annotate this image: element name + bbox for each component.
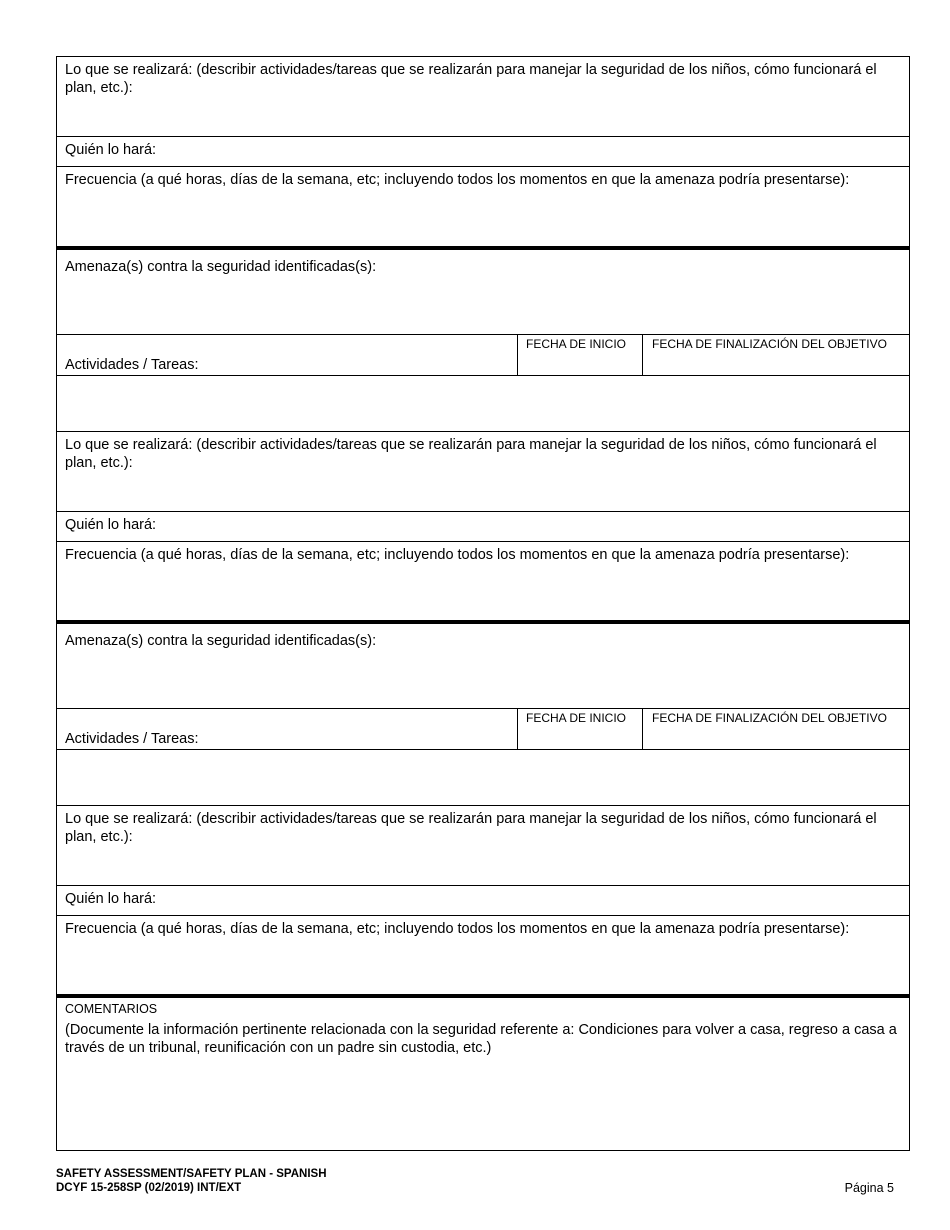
who-will-do-it-field[interactable] bbox=[57, 886, 909, 916]
comments-field[interactable] bbox=[57, 998, 909, 1150]
activities-label: Actividades / Tareas: bbox=[65, 357, 199, 373]
what-will-be-done-label: Lo que se realizará: (describir actividades/tareas que se realizarán para manejar la seguridad de los niños, cómo funcionará el plan, etc.): bbox=[65, 437, 877, 471]
what-will-be-done-label: Lo que se realizará: (describir actividades/tareas que se realizarán para manejar la seguridad de los niños, cómo funcionará el plan, etc.): bbox=[65, 811, 877, 845]
safety-plan-form bbox=[56, 56, 910, 1151]
activities-header bbox=[57, 335, 518, 375]
start-date-header bbox=[518, 709, 643, 749]
what-will-be-done-field[interactable] bbox=[57, 806, 909, 886]
target-end-date-header bbox=[643, 335, 909, 375]
who-will-do-it-label: Quién lo hará: bbox=[65, 142, 157, 158]
what-will-be-done-field[interactable] bbox=[57, 57, 909, 137]
who-will-do-it-field[interactable] bbox=[57, 137, 909, 167]
frequency-field[interactable] bbox=[57, 916, 909, 998]
what-will-be-done-label: Lo que se realizará: (describir actividades/tareas que se realizarán para manejar la seguridad de los niños, cómo funcionará el plan, etc.): bbox=[65, 62, 877, 96]
who-will-do-it-field[interactable] bbox=[57, 512, 909, 542]
activities-entry-field[interactable] bbox=[57, 376, 909, 432]
target-end-date-header bbox=[643, 709, 909, 749]
form-footer bbox=[56, 1167, 327, 1195]
frequency-label: Frecuencia (a qué horas, días de la semana, etc; incluyendo todos los momentos en que la amenaza podría presentarse): bbox=[65, 547, 850, 563]
frequency-field[interactable] bbox=[57, 542, 909, 624]
target-end-date-label: FECHA DE FINALIZACIÓN DEL OBJETIVO bbox=[652, 711, 887, 725]
start-date-label: FECHA DE INICIO bbox=[526, 711, 627, 725]
page-number: Página 5 bbox=[844, 1181, 894, 1195]
activities-header-row bbox=[57, 335, 909, 376]
start-date-header bbox=[518, 335, 643, 375]
activities-header bbox=[57, 709, 518, 749]
safety-threat-label: Amenaza(s) contra la seguridad identificadas(s): bbox=[65, 633, 377, 649]
form-code: DCYF 15-258SP (02/2019) INT/EXT bbox=[56, 1182, 242, 1194]
comments-title: COMENTARIOS bbox=[65, 1002, 158, 1016]
who-will-do-it-label: Quién lo hará: bbox=[65, 891, 157, 907]
activities-header-row bbox=[57, 709, 909, 750]
start-date-label: FECHA DE INICIO bbox=[526, 337, 627, 351]
safety-threat-field[interactable] bbox=[57, 624, 909, 709]
what-will-be-done-field[interactable] bbox=[57, 432, 909, 512]
who-will-do-it-label: Quién lo hará: bbox=[65, 517, 157, 533]
safety-threat-field[interactable] bbox=[57, 250, 909, 335]
comments-instructions: (Documente la información pertinente relacionada con la seguridad referente a: Condiciones para volver a casa, regreso a casa a través de un tribunal, reunificación con un padre sin custodia, etc.) bbox=[65, 1022, 897, 1056]
activities-label: Actividades / Tareas: bbox=[65, 731, 199, 747]
safety-threat-label: Amenaza(s) contra la seguridad identificadas(s): bbox=[65, 259, 377, 275]
form-title: SAFETY ASSESSMENT/SAFETY PLAN - SPANISH bbox=[56, 1168, 327, 1180]
frequency-field[interactable] bbox=[57, 167, 909, 250]
frequency-label: Frecuencia (a qué horas, días de la semana, etc; incluyendo todos los momentos en que la amenaza podría presentarse): bbox=[65, 921, 850, 937]
activities-entry-field[interactable] bbox=[57, 750, 909, 806]
target-end-date-label: FECHA DE FINALIZACIÓN DEL OBJETIVO bbox=[652, 337, 887, 351]
frequency-label: Frecuencia (a qué horas, días de la semana, etc; incluyendo todos los momentos en que la amenaza podría presentarse): bbox=[65, 172, 850, 188]
